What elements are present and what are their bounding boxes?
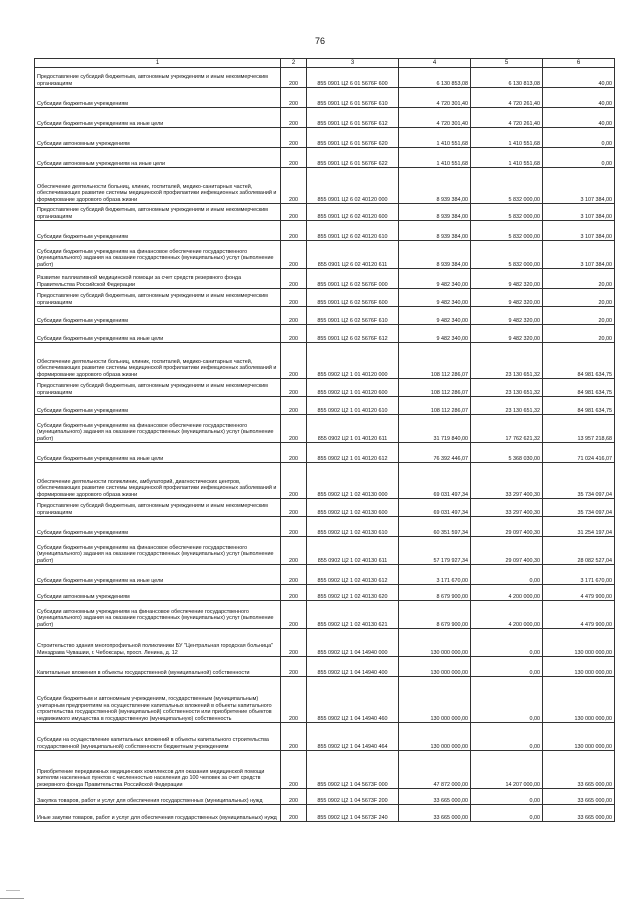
- row-amount-total: 69 031 497,34: [399, 499, 471, 517]
- row-budget-code: 855 0902 Ц2 1 02 40130 000: [307, 463, 399, 499]
- row-amount-col5: 23 130 651,32: [471, 397, 543, 415]
- row-amount-total: 31 719 840,00: [399, 415, 471, 443]
- row-amount-total: 33 665 000,00: [399, 789, 471, 805]
- row-amount-total: 130 000 000,00: [399, 629, 471, 657]
- row-name: Предоставление субсидий бюджетным, автономным учреждениям и иным некоммерческим организациям: [35, 379, 281, 397]
- row-amount-col5: 9 482 320,00: [471, 289, 543, 307]
- row-name: Субсидии бюджетным учреждениям: [35, 517, 281, 537]
- row-amount-total: 8 679 900,00: [399, 585, 471, 601]
- table-row: [35, 204, 615, 221]
- column-header: 1: [35, 59, 281, 68]
- row-group: 200: [281, 789, 307, 805]
- row-amount-total: 9 482 340,00: [399, 307, 471, 325]
- row-amount-total: 8 679 900,00: [399, 601, 471, 629]
- row-budget-code: 855 0901 Ц2 6 02 5676F 600: [307, 289, 399, 307]
- row-amount-col6: 20,00: [543, 269, 615, 289]
- row-amount-col5: 4 200 000,00: [471, 601, 543, 629]
- table-row: [35, 269, 615, 289]
- row-group: 200: [281, 379, 307, 397]
- row-budget-code: 855 0902 Ц2 1 02 40130 620: [307, 585, 399, 601]
- row-amount-total: 130 000 000,00: [399, 723, 471, 751]
- row-amount-col5: 1 410 551,68: [471, 128, 543, 148]
- row-amount-col5: 5 832 000,00: [471, 204, 543, 221]
- row-budget-code: 855 0902 Ц2 1 02 40130 621: [307, 601, 399, 629]
- row-budget-code: 855 0902 Ц2 1 04 14940 400: [307, 657, 399, 677]
- row-amount-total: 60 351 597,34: [399, 517, 471, 537]
- row-amount-col6: 3 107 384,00: [543, 204, 615, 221]
- row-amount-col6: 40,00: [543, 108, 615, 128]
- row-amount-col6: 3 171 670,00: [543, 565, 615, 585]
- row-budget-code: 855 0902 Ц2 1 01 40120 610: [307, 397, 399, 415]
- row-group: 200: [281, 723, 307, 751]
- scan-mark: [6, 890, 20, 891]
- row-name: Субсидии бюджетным учреждениям на иные цели: [35, 443, 281, 463]
- row-group: 200: [281, 397, 307, 415]
- row-amount-col6: 13 957 218,68: [543, 415, 615, 443]
- table-row: [35, 415, 615, 443]
- row-group: 200: [281, 343, 307, 379]
- page-number: 76: [314, 36, 325, 46]
- budget-table: [34, 58, 615, 822]
- table-row: [35, 241, 615, 269]
- table-row: [35, 805, 615, 822]
- table-row: [35, 108, 615, 128]
- row-amount-col5: 23 130 651,32: [471, 343, 543, 379]
- table-row: [35, 517, 615, 537]
- row-budget-code: 855 0902 Ц2 1 04 5673F 200: [307, 789, 399, 805]
- row-budget-code: 855 0902 Ц2 1 01 40120 612: [307, 443, 399, 463]
- row-amount-col6: 84 981 634,75: [543, 343, 615, 379]
- row-amount-col6: 20,00: [543, 307, 615, 325]
- row-name: Капитальные вложения в объекты государственной (муниципальной) собственности: [35, 657, 281, 677]
- row-amount-col6: 84 981 634,75: [543, 397, 615, 415]
- row-group: 200: [281, 289, 307, 307]
- row-name: Субсидии бюджетным и автономным учреждениям, государственным (муниципальным) унитарным предприятиям на осуществление капитальных вложений в объекты капитального строительства государственной (муниципальной) собственности или приобретение объектов недвижимого имущества в государственную (муниципальную) собственность: [35, 677, 281, 723]
- row-group: 200: [281, 269, 307, 289]
- table-row: [35, 168, 615, 204]
- table-row: [35, 148, 615, 168]
- row-group: 200: [281, 629, 307, 657]
- row-name: Предоставление субсидий бюджетным, автономным учреждениям и иным некоммерческим организациям: [35, 499, 281, 517]
- table-row: [35, 88, 615, 108]
- row-group: 200: [281, 168, 307, 204]
- row-amount-col5: 5 832 000,00: [471, 241, 543, 269]
- row-group: 200: [281, 88, 307, 108]
- row-amount-total: 8 939 384,00: [399, 221, 471, 241]
- table-row: [35, 789, 615, 805]
- row-group: 200: [281, 463, 307, 499]
- row-amount-total: 69 031 497,34: [399, 463, 471, 499]
- row-name: Субсидии бюджетным учреждениям на финансовое обеспечение государственного (муниципального) задания на оказание государственных (муниципальных) услуг (выполнение работ): [35, 241, 281, 269]
- row-amount-total: 1 410 551,68: [399, 148, 471, 168]
- row-name: Приобретение передвижных медицинских комплексов для оказания медицинской помощи жителям населенных пунктов с численностью населения до 100 человек за счет средств резервного фонда Правительства Российской Федерации: [35, 751, 281, 789]
- row-amount-col5: 6 130 813,08: [471, 68, 543, 88]
- row-name: Субсидии автономным учреждениям: [35, 128, 281, 148]
- row-group: 200: [281, 499, 307, 517]
- row-amount-col5: 29 097 400,30: [471, 517, 543, 537]
- table-row: [35, 289, 615, 307]
- row-amount-col6: 20,00: [543, 289, 615, 307]
- table-row: [35, 221, 615, 241]
- row-name: Субсидии бюджетным учреждениям: [35, 307, 281, 325]
- row-name: Иные закупки товаров, работ и услуг для обеспечения государственных (муниципальных) нужд: [35, 805, 281, 822]
- row-name: Субсидии бюджетным учреждениям на финансовое обеспечение государственного (муниципального) задания на оказание государственных (муниципальных) услуг (выполнение работ): [35, 415, 281, 443]
- row-budget-code: 855 0901 Ц2 6 02 5676F 610: [307, 307, 399, 325]
- row-group: 200: [281, 565, 307, 585]
- row-amount-col6: 3 107 384,00: [543, 221, 615, 241]
- row-amount-total: 130 000 000,00: [399, 677, 471, 723]
- row-name: Предоставление субсидий бюджетным, автономным учреждениям и иным некоммерческим организациям: [35, 204, 281, 221]
- table-row: [35, 537, 615, 565]
- row-amount-col5: 4 720 261,40: [471, 88, 543, 108]
- row-amount-col6: 84 981 634,75: [543, 379, 615, 397]
- row-amount-col6: 0,00: [543, 128, 615, 148]
- row-amount-total: 9 482 340,00: [399, 325, 471, 343]
- row-amount-col6: 130 000 000,00: [543, 723, 615, 751]
- table-row: [35, 307, 615, 325]
- row-group: 200: [281, 601, 307, 629]
- table-row: [35, 677, 615, 723]
- row-budget-code: 855 0901 Ц2 6 02 5676F 000: [307, 269, 399, 289]
- row-name: Субсидии бюджетным учреждениям на иные цели: [35, 565, 281, 585]
- table-row: [35, 443, 615, 463]
- table-row: [35, 751, 615, 789]
- table-row: [35, 463, 615, 499]
- row-amount-total: 57 179 927,34: [399, 537, 471, 565]
- row-name: Предоставление субсидий бюджетным, автономным учреждениям и иным некоммерческим организациям: [35, 289, 281, 307]
- row-name: Развитие паллиативной медицинской помощи за счет средств резервного фонда Правительства Российской Федерации: [35, 269, 281, 289]
- row-budget-code: 855 0901 Ц2 6 01 5676F 612: [307, 108, 399, 128]
- row-amount-col6: 4 479 900,00: [543, 601, 615, 629]
- row-amount-col5: 0,00: [471, 789, 543, 805]
- row-amount-total: 76 392 446,07: [399, 443, 471, 463]
- table-row: [35, 397, 615, 415]
- table-row: [35, 499, 615, 517]
- row-amount-col5: 9 482 320,00: [471, 307, 543, 325]
- row-budget-code: 855 0902 Ц2 1 04 14940 464: [307, 723, 399, 751]
- row-name: Субсидии бюджетным учреждениям: [35, 88, 281, 108]
- row-group: 200: [281, 443, 307, 463]
- row-amount-col6: 3 107 384,00: [543, 241, 615, 269]
- row-amount-col6: 35 734 097,04: [543, 463, 615, 499]
- row-budget-code: 855 0902 Ц2 1 02 40130 600: [307, 499, 399, 517]
- row-name: Субсидии автономным учреждениям на финансовое обеспечение государственного (муниципального) задания на оказание государственных (муниципальных) услуг (выполнение работ): [35, 601, 281, 629]
- row-group: 200: [281, 325, 307, 343]
- row-amount-total: 3 171 670,00: [399, 565, 471, 585]
- row-amount-col6: 3 107 384,00: [543, 168, 615, 204]
- table-row: [35, 325, 615, 343]
- row-amount-col6: 130 000 000,00: [543, 657, 615, 677]
- table-row: [35, 601, 615, 629]
- row-amount-col5: 0,00: [471, 677, 543, 723]
- row-amount-col6: 31 254 197,04: [543, 517, 615, 537]
- row-amount-total: 8 939 384,00: [399, 168, 471, 204]
- row-amount-col6: 33 665 000,00: [543, 751, 615, 789]
- row-name: Закупка товаров, работ и услуг для обеспечения государственных (муниципальных) нужд: [35, 789, 281, 805]
- row-amount-col5: 4 200 000,00: [471, 585, 543, 601]
- row-amount-col5: 0,00: [471, 805, 543, 822]
- row-budget-code: 855 0901 Ц2 6 02 40120 610: [307, 221, 399, 241]
- row-name: Субсидии на осуществление капитальных вложений в объекты капитального строительства государственной (муниципальной) собственности бюджетным учреждениям: [35, 723, 281, 751]
- row-budget-code: 855 0902 Ц2 1 04 5673F 000: [307, 751, 399, 789]
- row-amount-total: 47 872 000,00: [399, 751, 471, 789]
- row-amount-col6: 33 665 000,00: [543, 789, 615, 805]
- table-row: [35, 343, 615, 379]
- row-name: Субсидии бюджетным учреждениям на иные цели: [35, 325, 281, 343]
- row-group: 200: [281, 241, 307, 269]
- column-header: 3: [307, 59, 399, 68]
- row-amount-total: 108 112 286,07: [399, 343, 471, 379]
- row-amount-total: 33 665 000,00: [399, 805, 471, 822]
- row-amount-col6: 40,00: [543, 88, 615, 108]
- row-budget-code: 855 0901 Ц2 6 02 40120 600: [307, 204, 399, 221]
- table-row: [35, 379, 615, 397]
- row-amount-col6: 130 000 000,00: [543, 629, 615, 657]
- column-header: 5: [471, 59, 543, 68]
- row-group: 200: [281, 221, 307, 241]
- table-row: [35, 723, 615, 751]
- row-name: Субсидии бюджетным учреждениям на финансовое обеспечение государственного (муниципального) задания на оказание государственных (муниципальных) услуг (выполнение работ): [35, 537, 281, 565]
- row-amount-total: 8 939 384,00: [399, 241, 471, 269]
- row-amount-col5: 33 297 400,30: [471, 499, 543, 517]
- row-group: 200: [281, 677, 307, 723]
- row-name: Субсидии бюджетным учреждениям на иные цели: [35, 108, 281, 128]
- column-number-row: [35, 59, 615, 68]
- column-header: 2: [281, 59, 307, 68]
- row-group: 200: [281, 307, 307, 325]
- row-amount-total: 4 720 301,40: [399, 88, 471, 108]
- row-group: 200: [281, 204, 307, 221]
- row-amount-col6: 71 024 416,07: [543, 443, 615, 463]
- row-group: 200: [281, 148, 307, 168]
- row-group: 200: [281, 657, 307, 677]
- row-amount-col6: 35 734 097,04: [543, 499, 615, 517]
- row-group: 200: [281, 537, 307, 565]
- row-amount-col5: 1 410 551,68: [471, 148, 543, 168]
- row-amount-total: 4 720 301,40: [399, 108, 471, 128]
- row-group: 200: [281, 128, 307, 148]
- row-group: 200: [281, 108, 307, 128]
- row-amount-total: 9 482 340,00: [399, 289, 471, 307]
- row-amount-total: 8 939 384,00: [399, 204, 471, 221]
- row-amount-col5: 9 482 320,00: [471, 325, 543, 343]
- row-amount-total: 6 130 853,08: [399, 68, 471, 88]
- table-row: [35, 565, 615, 585]
- table-row: [35, 68, 615, 88]
- row-name: Обеспечение деятельности поликлиник, амбулаторий, диагностических центров, обеспечивающих развитие системы медицинской профилактики инфекционных заболеваний и формирование здорового образа жизни: [35, 463, 281, 499]
- row-budget-code: 855 0901 Ц2 6 02 5676F 612: [307, 325, 399, 343]
- row-budget-code: 855 0902 Ц2 1 01 40120 000: [307, 343, 399, 379]
- row-name: Предоставление субсидий бюджетным, автономным учреждениям и иным некоммерческим организациям: [35, 68, 281, 88]
- row-amount-col5: 17 762 621,32: [471, 415, 543, 443]
- row-budget-code: 855 0901 Ц2 6 01 5676F 600: [307, 68, 399, 88]
- row-amount-col5: 5 832 000,00: [471, 221, 543, 241]
- table-row: [35, 657, 615, 677]
- row-budget-code: 855 0902 Ц2 1 01 40120 611: [307, 415, 399, 443]
- row-group: 200: [281, 805, 307, 822]
- scan-mark: [0, 898, 24, 899]
- row-group: 200: [281, 751, 307, 789]
- row-amount-col5: 23 130 651,32: [471, 379, 543, 397]
- row-name: Субсидии автономным учреждениям на иные цели: [35, 148, 281, 168]
- row-amount-total: 108 112 286,07: [399, 379, 471, 397]
- row-amount-col5: 0,00: [471, 629, 543, 657]
- row-amount-col5: 0,00: [471, 657, 543, 677]
- row-budget-code: 855 0901 Ц2 6 01 5676F 620: [307, 128, 399, 148]
- row-amount-col6: 4 479 900,00: [543, 585, 615, 601]
- row-amount-col6: 28 082 527,04: [543, 537, 615, 565]
- row-budget-code: 855 0902 Ц2 1 04 14940 460: [307, 677, 399, 723]
- row-amount-col5: 29 097 400,30: [471, 537, 543, 565]
- table-row: [35, 128, 615, 148]
- row-amount-col5: 0,00: [471, 723, 543, 751]
- row-budget-code: 855 0901 Ц2 6 02 40120 000: [307, 168, 399, 204]
- row-name: Субсидии бюджетным учреждениям: [35, 221, 281, 241]
- row-budget-code: 855 0901 Ц2 6 02 40120 611: [307, 241, 399, 269]
- row-amount-col5: 33 297 400,30: [471, 463, 543, 499]
- row-amount-col6: 0,00: [543, 148, 615, 168]
- row-amount-col6: 33 665 000,00: [543, 805, 615, 822]
- row-group: 200: [281, 517, 307, 537]
- row-group: 200: [281, 585, 307, 601]
- row-amount-total: 1 410 551,68: [399, 128, 471, 148]
- row-amount-col5: 0,00: [471, 565, 543, 585]
- row-amount-col6: 40,00: [543, 68, 615, 88]
- row-amount-col5: 5 832 000,00: [471, 168, 543, 204]
- row-amount-total: 130 000 000,00: [399, 657, 471, 677]
- row-budget-code: 855 0901 Ц2 6 01 5676F 610: [307, 88, 399, 108]
- row-budget-code: 855 0902 Ц2 1 02 40130 612: [307, 565, 399, 585]
- row-amount-col5: 14 207 000,00: [471, 751, 543, 789]
- row-budget-code: 855 0901 Ц2 6 01 5676F 622: [307, 148, 399, 168]
- row-name: Обеспечение деятельности больниц, клиник, госпиталей, медико-санитарных частей, обеспечивающих развитие системы медицинской профилактики инфекционных заболеваний и формирование здорового образа жизни: [35, 168, 281, 204]
- row-amount-col6: 130 000 000,00: [543, 677, 615, 723]
- row-name: Обеспечение деятельности больниц, клиник, госпиталей, медико-санитарных частей, обеспечивающих развитие системы медицинской профилактики инфекционных заболеваний и формирование здорового образа жизни: [35, 343, 281, 379]
- row-budget-code: 855 0902 Ц2 1 02 40130 610: [307, 517, 399, 537]
- row-budget-code: 855 0902 Ц2 1 01 40120 600: [307, 379, 399, 397]
- row-amount-total: 108 112 286,07: [399, 397, 471, 415]
- row-budget-code: 855 0902 Ц2 1 04 5673F 240: [307, 805, 399, 822]
- row-group: 200: [281, 68, 307, 88]
- table-row: [35, 629, 615, 657]
- row-budget-code: 855 0902 Ц2 1 02 40130 611: [307, 537, 399, 565]
- column-header: 4: [399, 59, 471, 68]
- row-group: 200: [281, 415, 307, 443]
- row-name: Строительство здания многопрофильной поликлиники БУ "Центральная городская больница" Минздрава Чувашии, г. Чебоксары, просп. Ленина, д. 12: [35, 629, 281, 657]
- table-row: [35, 585, 615, 601]
- row-amount-col5: 9 482 320,00: [471, 269, 543, 289]
- row-amount-col5: 4 720 261,40: [471, 108, 543, 128]
- row-amount-col5: 5 368 030,00: [471, 443, 543, 463]
- row-amount-total: 9 482 340,00: [399, 269, 471, 289]
- row-budget-code: 855 0902 Ц2 1 04 14940 000: [307, 629, 399, 657]
- row-amount-col6: 20,00: [543, 325, 615, 343]
- column-header: 6: [543, 59, 615, 68]
- row-name: Субсидии автономным учреждениям: [35, 585, 281, 601]
- row-name: Субсидии бюджетным учреждениям: [35, 397, 281, 415]
